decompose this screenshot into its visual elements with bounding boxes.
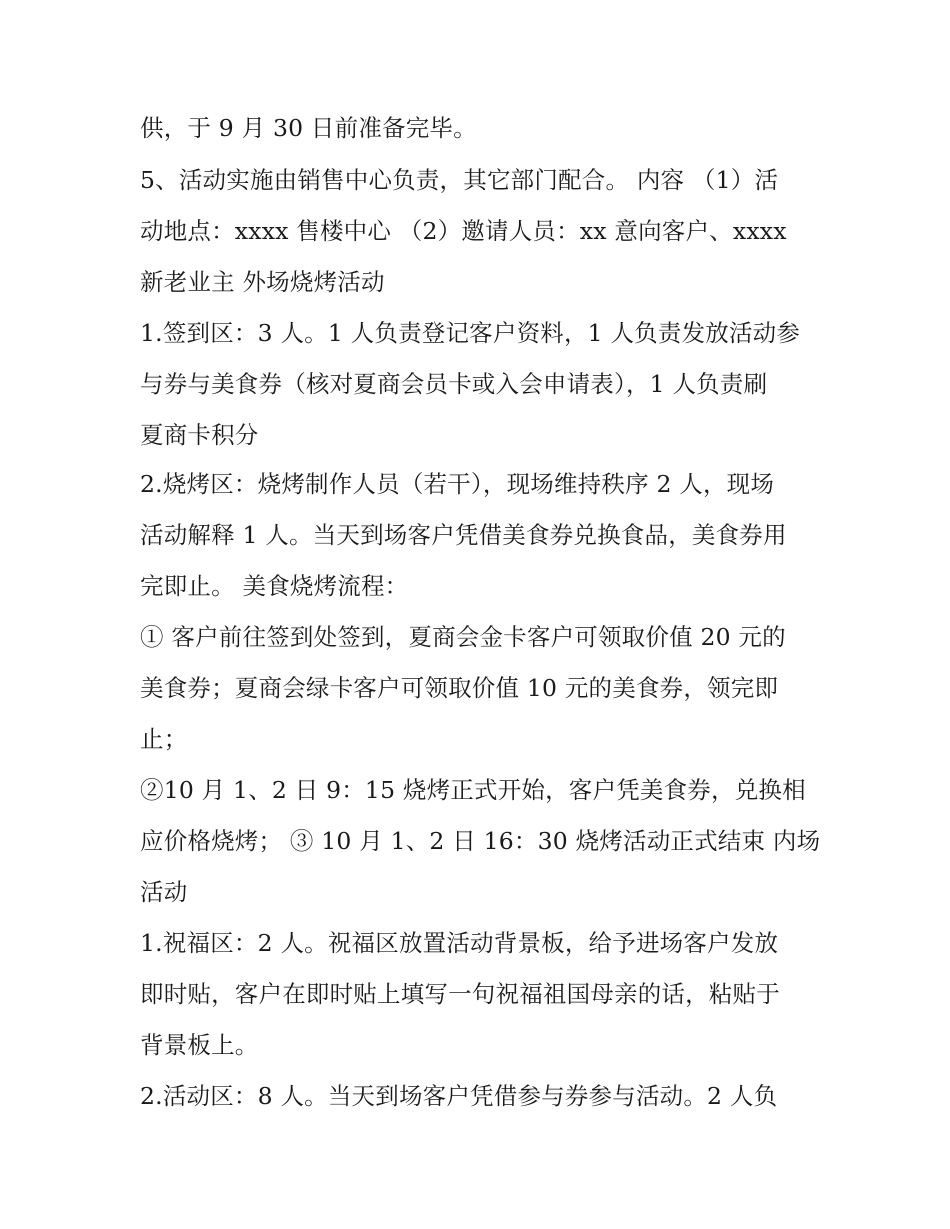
text-line: 与券与美食券（核对夏商会员卡或入会申请表），1 人负责刷 [140,370,768,398]
text-line: 背景板上。 [140,1031,259,1059]
text-line: 2.烧烤区：烧烤制作人员（若干），现场维持秩序 2 人，现场 [140,470,775,498]
text-line: 新老业主 外场烧烤活动 [140,268,385,296]
text-line: 动地点：xxxx 售楼中心 （2）邀请人员：xx 意向客户、xxxx [140,217,787,245]
text-line: 1.祝福区：2 人。祝福区放置活动背景板，给予进场客户发放 [140,929,779,957]
text-line: ① 客户前往签到处签到，夏商会金卡客户可领取价值 20 元的 [140,623,786,651]
text-line: 完即止。 美食烧烤流程： [140,572,409,600]
text-line: 5、活动实施由销售中心负责，其它部门配合。 内容 （1）活 [140,166,779,194]
text-line: 即时贴，客户在即时贴上填写一句祝福祖国母亲的话，粘贴于 [140,980,780,1008]
text-line: 活动 [140,878,188,906]
text-line: 应价格烧烤； ③ 10 月 1、2 日 16：30 烧烤活动正式结束 内场 [140,827,821,855]
text-line: 夏商卡积分 [140,421,259,449]
text-line: 美食券；夏商会绿卡客户可领取价值 10 元的美食券，领完即 [140,674,779,702]
text-line: 2.活动区：8 人。当天到场客户凭借参与券参与活动。2 人负 [140,1082,778,1110]
text-line: 止； [140,725,188,753]
text-line: 供，于 9 月 30 日前准备完毕。 [140,114,477,142]
text-line: ②10 月 1、2 日 9：15 烧烤正式开始，客户凭美食券，兑换相 [140,776,806,804]
text-line: 活动解释 1 人。当天到场客户凭借美食券兑换食品，美食券用 [140,521,787,549]
text-line: 1.签到区：3 人。1 人负责登记客户资料，1 人负责发放活动参 [140,319,801,347]
